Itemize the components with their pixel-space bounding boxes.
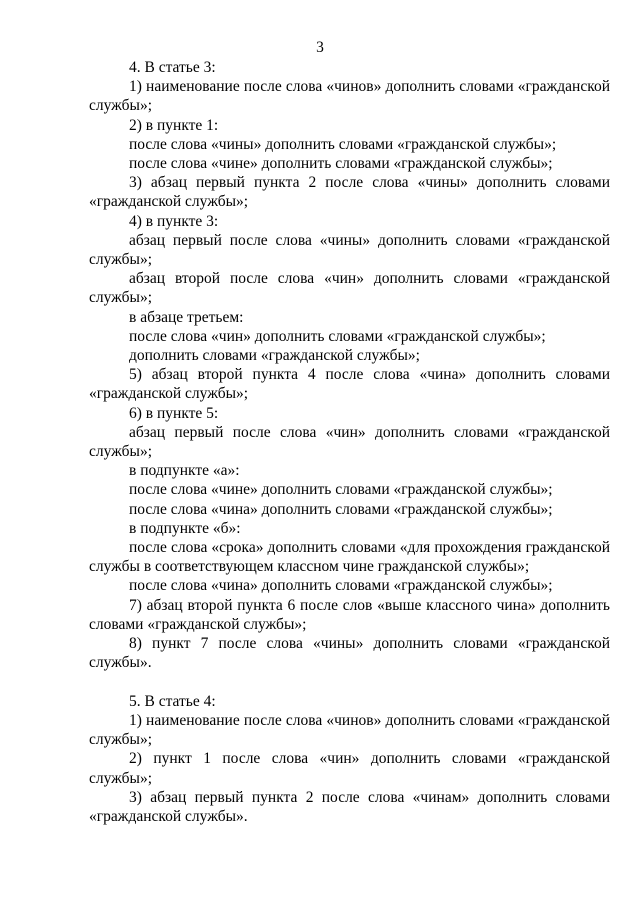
section-article-3 [89, 58, 610, 673]
paragraph: 2) пункт 1 после слова «чин» дополнить словами «гражданской службы»; [89, 750, 610, 787]
document-body [89, 58, 610, 826]
paragraph: абзац второй после слова «чин» дополнить словами «гражданской службы»; [89, 270, 610, 307]
page-number: 3 [316, 39, 324, 56]
paragraph: 1) наименование после слова «чинов» дополнить словами «гражданской службы»; [89, 711, 610, 749]
paragraph: 6) в пункте 5: [129, 404, 219, 422]
paragraph: 5. В статье 4: [129, 692, 216, 710]
paragraph: после слова «чина» дополнить словами «гражданской службы»; [129, 577, 553, 595]
paragraph: 4) в пункте 3: [129, 212, 219, 230]
paragraph: дополнить словами «гражданской службы»; [129, 347, 420, 365]
paragraph: в подпункте «а»: [129, 462, 240, 480]
paragraph: 4. В статье 3: [129, 59, 216, 76]
paragraph: в абзаце третьем: [129, 308, 244, 326]
paragraph: после слова «чине» дополнить словами «гражданской службы»; [129, 481, 553, 499]
paragraph: 2) в пункте 1: [129, 116, 219, 134]
paragraph: после слова «чина» дополнить словами «гражданской службы»; [129, 500, 553, 518]
paragraph: 5) абзац второй пункта 4 после слова «чина» дополнить словами «гражданской службы»; [89, 366, 610, 403]
paragraph: 7) абзац второй пункта 6 после слов «выше классного чина» дополнить словами «гражданской службы»; [89, 596, 610, 633]
section-spacer [89, 673, 610, 692]
paragraph: 8) пункт 7 после слова «чины» дополнить словами «гражданской службы». [89, 635, 610, 672]
paragraph: 3) абзац первый пункта 2 после слова «чинам» дополнить словами «гражданской службы». [89, 788, 610, 825]
paragraph: после слова «чин» дополнить словами «гражданской службы»; [129, 327, 546, 345]
paragraph: абзац первый после слова «чины» дополнить словами «гражданской службы»; [89, 231, 610, 269]
paragraph: абзац первый после слова «чин» дополнить словами «гражданской службы»; [89, 423, 610, 461]
paragraph: 1) наименование после слова «чинов» дополнить словами «гражданской службы»; [89, 78, 610, 115]
paragraph: после слова «чине» дополнить словами «гражданской службы»; [129, 155, 553, 173]
paragraph: после слова «чины» дополнить словами «гражданской службы»; [129, 135, 557, 153]
paragraph: 3) абзац первый пункта 2 после слова «чины» дополнить словами «гражданской службы»; [89, 174, 610, 211]
paragraph: в подпункте «б»: [129, 519, 241, 537]
paragraph: после слова «срока» дополнить словами «для прохождения гражданской службы в соответствующем классном чине гражданской службы»; [89, 539, 610, 576]
section-article-4 [89, 692, 610, 826]
